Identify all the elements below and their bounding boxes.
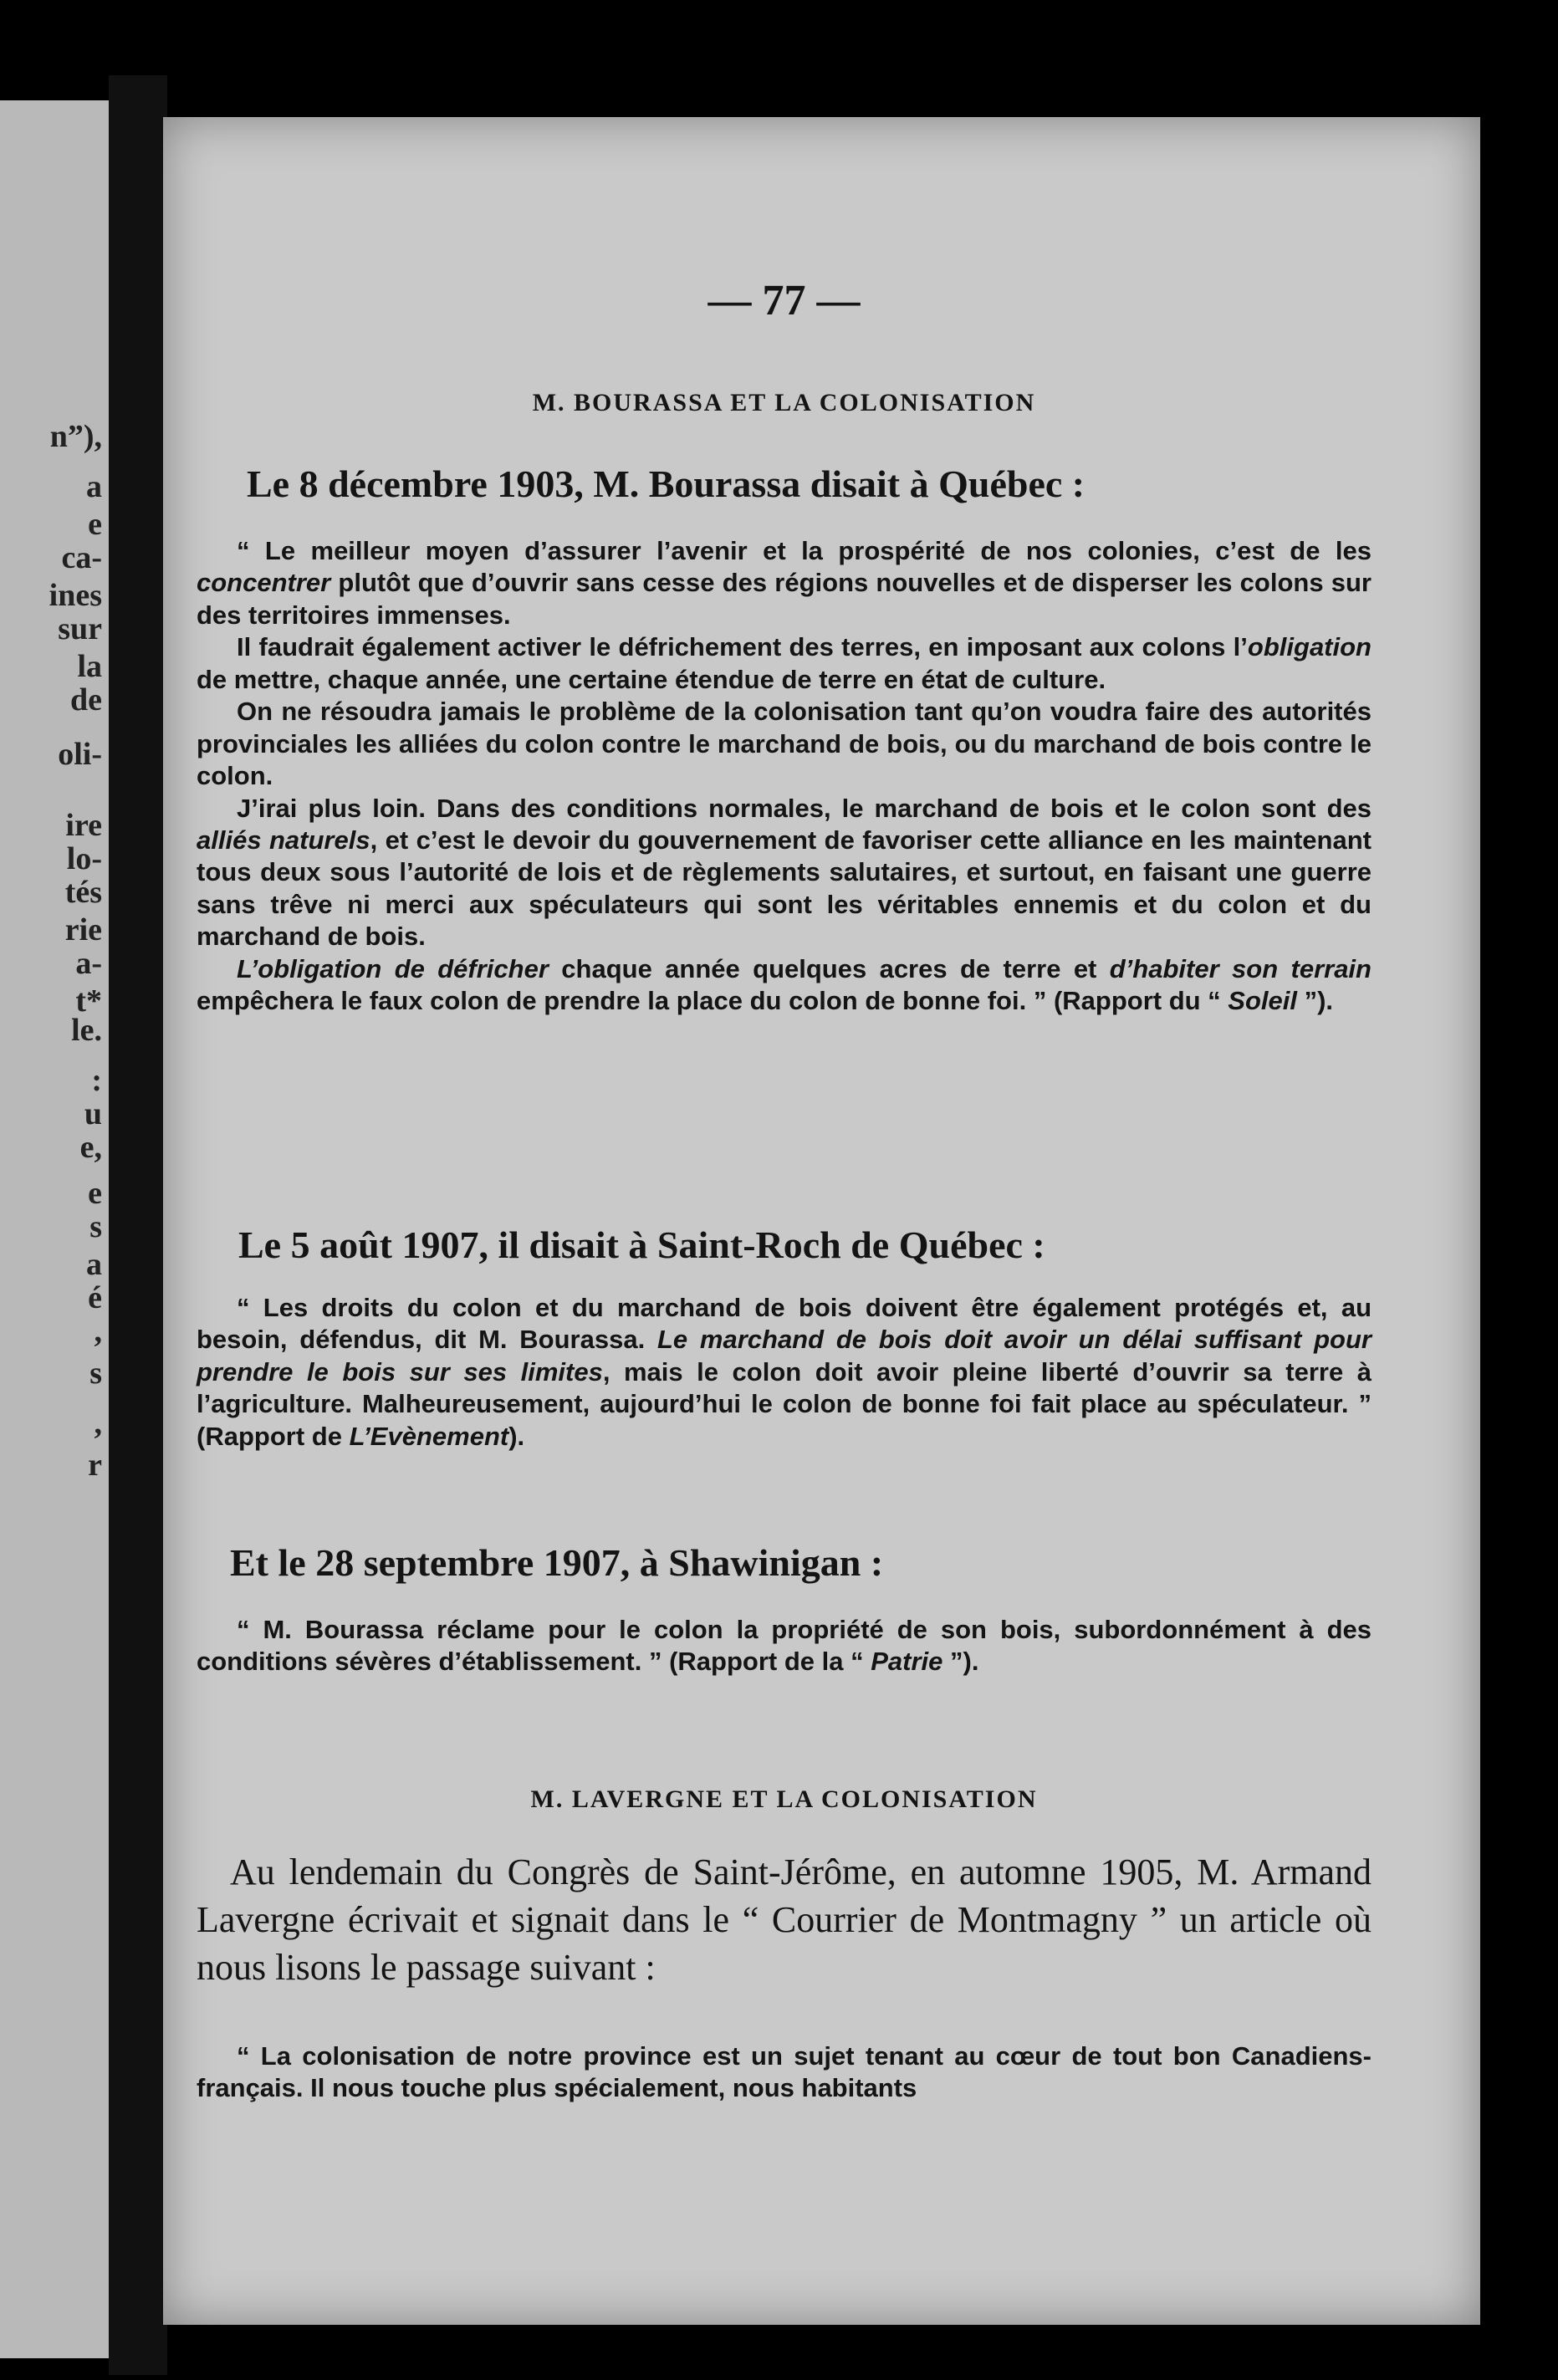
facing-page-fragment: a xyxy=(86,1247,102,1282)
facing-page-fragment: e xyxy=(88,1176,102,1211)
facing-page-fragment: rie xyxy=(64,912,102,947)
facing-page-fragment: lo- xyxy=(66,841,102,876)
section-heading-bourassa: M. BOURASSA ET LA COLONISATION xyxy=(532,389,1036,416)
facing-page-fragment: oli- xyxy=(58,737,102,772)
facing-page-fragment: u xyxy=(84,1096,102,1131)
facing-page-fragment: , xyxy=(94,1314,102,1349)
facing-page-fragment: a xyxy=(86,469,102,504)
quote-1903-para-4: J’irai plus loin. Dans des conditions normales, le marchand de bois et le colon sont des alliés naturels, et c’est le devoir du gouvernement de favoriser cette alliance en les maintenant tous deux sous l’autorité de lois et de règlements salutaires, et surtout, en faisant une guerre sans trêve ni merci aux spéculateurs qui sont les véritables ennemis et du colon et du marchand de bois. xyxy=(197,793,1372,952)
facing-page-fragment: ines xyxy=(49,578,102,613)
facing-page-edge xyxy=(0,100,109,2358)
facing-page-fragment: é xyxy=(88,1280,102,1315)
facing-page-fragment: : xyxy=(91,1063,102,1098)
quote-1903-para-5: L’obligation de défricher chaque année quelques acres de terre et d’habiter son terrain empêchera le faux colon de prendre la place du colon de bonne foi. ” (Rapport du “ Soleil ”). xyxy=(197,953,1372,1016)
quote-1903-para-3: On ne résoudra jamais le problème de la colonisation tant qu’on voudra faire des autorités provinciales les alliées du colon contre le marchand de bois, ou du marchand de bois contre le colon. xyxy=(197,697,1372,791)
facing-page-fragment: ca- xyxy=(61,540,102,575)
facing-page-fragment: s xyxy=(89,1209,102,1244)
section-heading-lavergne: M. LAVERGNE ET LA COLONISATION xyxy=(530,1785,1038,1813)
facing-page-fragment: ire xyxy=(65,808,102,843)
facing-page-fragment: , xyxy=(94,1406,102,1441)
quote-1903 xyxy=(197,535,1372,1018)
page-number: — 77 — xyxy=(707,277,861,324)
quote-1907-shawinigan: “ M. Bourassa réclame pour le colon la propriété de son bois, subordonnément à des conditions sévères d’établissement. ” (Rapport de la “ Patrie ”). xyxy=(197,1615,1372,1677)
lead-1903: Le 8 décembre 1903, M. Bourassa disait à Québec : xyxy=(247,462,1085,505)
facing-page-fragment: sur xyxy=(58,611,102,646)
facing-page-fragment: e, xyxy=(79,1130,102,1165)
facing-page-fragment: t* xyxy=(75,983,102,1019)
facing-page-fragment: e xyxy=(88,507,102,542)
quote-1907-saint-roch: “ Les droits du colon et du marchand de bois doivent être également protégés et, au besoin, défendus, dit M. Bourassa. Le marchand de bois doit avoir un délai suffisant pour prendre le bois sur ses limites, mais le colon doit avoir pleine liberté d’ouvrir sa terre à l’agriculture. Malheureusement, aujourd’hui le colon de bonne foi fait place au spéculateur. ” (Rapport de L’Evènement). xyxy=(197,1293,1372,1451)
facing-page-fragment: tés xyxy=(64,875,102,910)
facing-page-fragment: r xyxy=(88,1448,102,1483)
quote-lavergne: “ La colonisation de notre province est un sujet tenant au cœur de tout bon Canadiens-français. Il nous touche plus spécialement, nous habitants xyxy=(197,2041,1372,2103)
facing-page-fragment: la xyxy=(77,649,102,684)
facing-page-fragment: n”), xyxy=(49,419,102,454)
body-lavergne: Au lendemain du Congrès de Saint-Jérôme, en automne 1905, M. Armand Lavergne écrivait et signait dans le “ Courrier de Montmagny ” un article où nous lisons le passage suivant : xyxy=(197,1851,1372,1989)
lead-1907-shawinigan: Et le 28 septembre 1907, à Shawinigan : xyxy=(230,1541,884,1584)
book-gutter xyxy=(109,75,167,2375)
facing-page-fragment: de xyxy=(70,682,102,718)
facing-page-fragment: s xyxy=(89,1356,102,1391)
quote-1903-para-1: “ Le meilleur moyen d’assurer l’avenir et la prospérité de nos colonies, c’est de les concentrer plutôt que d’ouvrir sans cesse des régions nouvelles et de disperser les colons sur des territoires immenses. xyxy=(197,536,1372,630)
facing-page-fragment: a- xyxy=(75,946,102,981)
quote-1903-para-2: Il faudrait également activer le défrichement des terres, en imposant aux colons l’obligation de mettre, chaque année, une certaine étendue de terre en état de culture. xyxy=(197,632,1372,694)
facing-page-fragment: le. xyxy=(71,1013,102,1048)
lead-1907-saint-roch: Le 5 août 1907, il disait à Saint-Roch de Québec : xyxy=(238,1223,1045,1266)
